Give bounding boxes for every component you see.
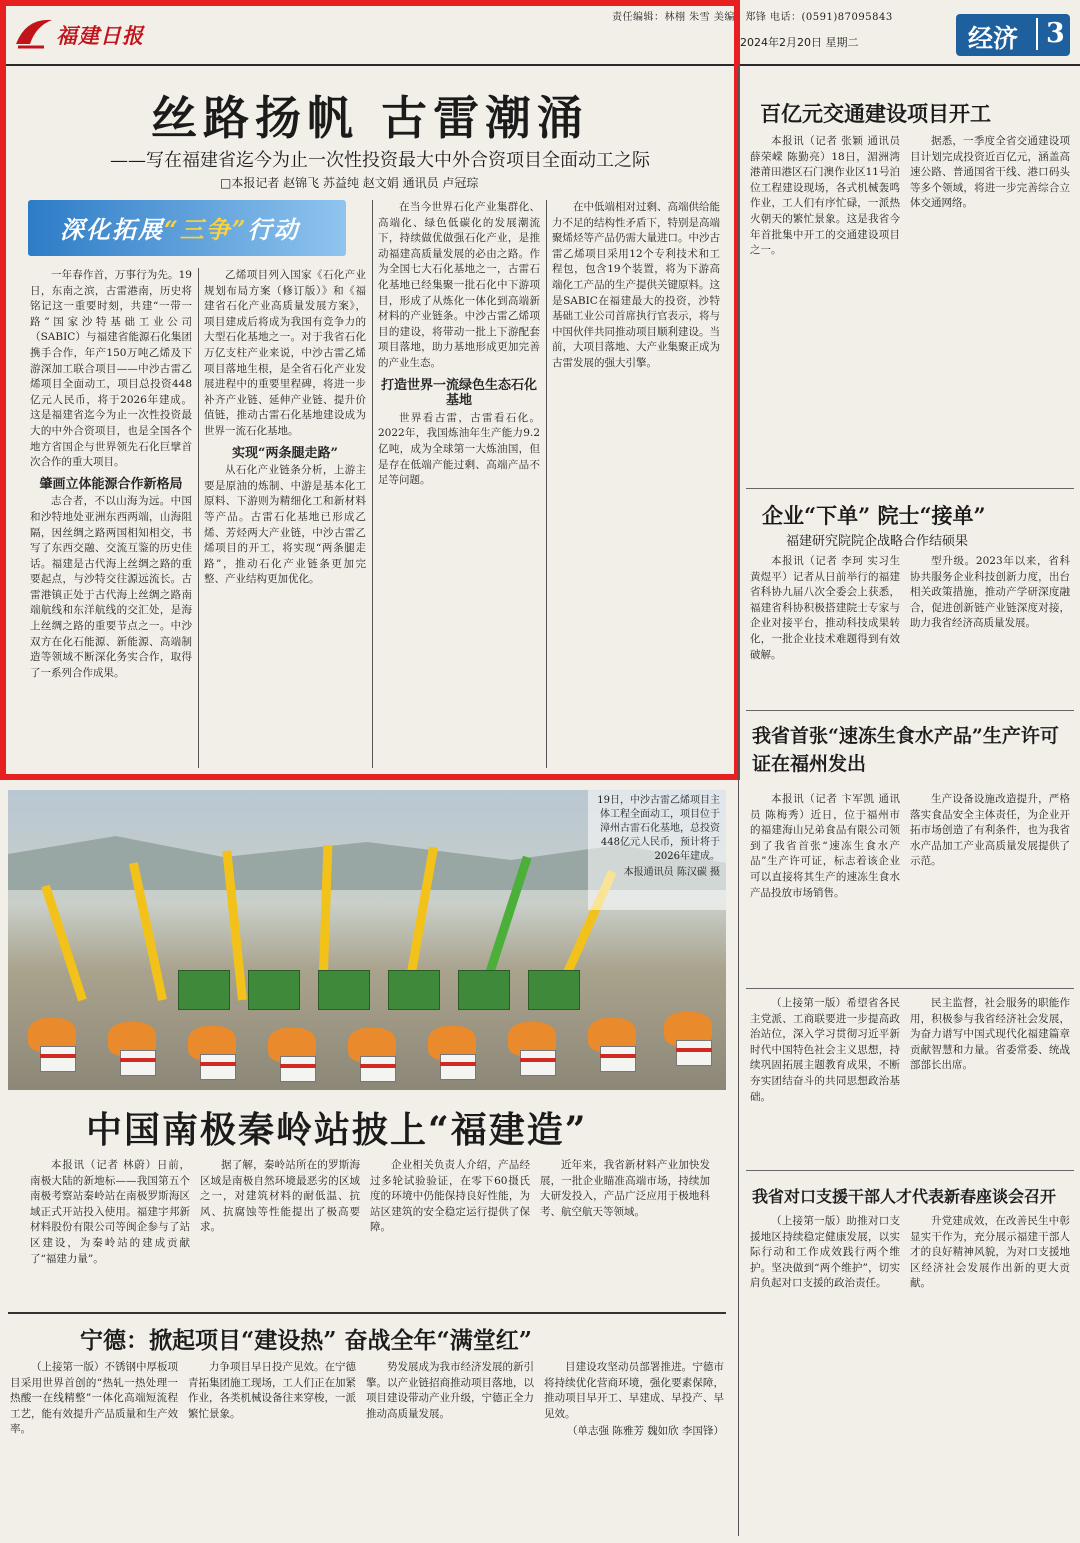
article-paragraph: 乙烯项目列入国家《石化产业规划布局方案（修订版）》和《福建省石化产业高质量发展方案》，项目建成后将成为我国有竞争力的大型石化基地之一。对于我省石化万亿支柱产业来说，中沙古雷乙烯项目落地生根，是全省石化产业发展进程中的重要里程碑，将进一步补齐产业链、延伸产业链、提升价值链，推动古雷石化基地建设成为世界一流石化基地。 [204, 269, 366, 437]
article-paragraph: 企业相关负责人介绍，产品经过多轮试验验证，在零下60摄氏度的环境中仍能保持良好性能，为站区建筑的安全稳定运行提供了保障。 [370, 1159, 530, 1234]
article-paragraph: 生产设备设施改造提升，严格落实食品安全主体责任，为企业开拓市场创造了有利条件，也为我省水产品加工产业高质量发展提供了示范。 [910, 793, 1070, 868]
article-paragraph: 世界看古雷，古雷看石化。2022年，我国炼油年生产能力9.2亿吨，成为全球第一大炼油国，但是存在低端产能过剩、高端产品不足等问题。 [378, 411, 540, 487]
dump-truck [458, 970, 510, 1010]
article-paragraph: 本报讯（记者 李珂 实习生 黄煜平）记者从日前举行的福建省科协九届八次全委会上获悉，福建省科协积极搭建院士专家与企业对接平台，推动科技成果转化，一批企业技术难题得到有效破解。 [750, 555, 900, 661]
article-paragraph: 据悉，一季度全省交通建设项目计划完成投资近百亿元，涵盖高速公路、普通国省干线、港口码头等多个领域，将进一步完善综合立体交通网络。 [910, 135, 1070, 210]
page-number: 3 [1036, 18, 1065, 50]
section-subhead: 实现“两条腿走路” [232, 445, 338, 461]
mixer-truck [428, 1026, 484, 1082]
article-paragraph: 近年来，我省新材料产业加快发展，一批企业瞄准高端市场，持续加大研发投入，产品广泛应用于极地科考、航空航天等领域。 [540, 1159, 710, 1218]
mixer-truck [348, 1028, 404, 1084]
editors-line: 责任编辑：林栩 朱雪 美编：郑锋 电话：(0591)87095843 [612, 12, 893, 23]
banner-prefix: 深化拓展 [60, 215, 164, 244]
mixer-truck [268, 1028, 324, 1084]
traffic-headline: 百亿元交通建设项目开工 [760, 101, 991, 126]
ningde-column-2 [188, 1360, 356, 1535]
lead-headline: 丝路扬帆 古雷潮涌 [150, 91, 589, 145]
article-paragraph: （上接第一版）助推对口支援地区持续稳定健康发展，以实际行动和工作成效践行两个维护。坚决做到“两个维护”，切实肩负起对口支援的政治责任。 [750, 1215, 900, 1290]
section-name: 经济 [968, 24, 1019, 53]
lead-byline: □本报记者 赵锦飞 苏益纯 赵文娟 通讯员 卢冠琮 [220, 176, 479, 190]
dump-truck [528, 970, 580, 1010]
seafood-headline: 我省首张“速冻生食水产品”生产许可证在福州发出 [752, 725, 1059, 775]
antarctic-column-1 [30, 1158, 190, 1308]
enterprise-column-1 [750, 554, 900, 704]
lead-column-2 [204, 268, 366, 768]
article-credit: （单志强 陈雅芳 魏如欣 李国锋） [566, 1425, 724, 1438]
article-paragraph: 本报讯（记者 林蔚）日前，南极大陆的新地标——我国第五个南极考察站秦岭站在南极罗斯海区域正式开站投入使用。福建宇邦新材料股份有限公司等闽企参与了站区建设，为秦岭站的建成贡献了“福建力量”。 [30, 1159, 190, 1265]
article-paragraph: 在当今世界石化产业集群化、高端化、绿色低碳化的发展潮流下，持续做优做强石化产业，是推动福建高质量发展的必由之路。作为全国七大石化基地之一，古雷石化基地已经集聚一批石化中下游项目，形成了从炼化一体化到高端新材料的产业链条。中沙古雷乙烯项目的建设，将带动一批上下游配套项目落地，助力基地形成更加完善的产业生态。 [378, 201, 540, 369]
cadre-column-1 [750, 1214, 900, 1534]
united-front-column-1 [750, 996, 900, 1164]
article-paragraph: 升党建成效，在改善民生中彰显实干作为，充分展示福建干部人才的良好精神风貌，为对口支援地区经济社会发展作出新的更大贡献。 [910, 1215, 1070, 1290]
antarctic-headline: 中国南极秦岭站披上“福建造” [86, 1109, 588, 1151]
caption-text: 19日，中沙古雷乙烯项目主体工程全面动工，项目位于漳州古雷石化基地，总投资448亿元人民币，预计将于2026年建成。 [597, 795, 720, 862]
section-subhead: 打造世界一流绿色生态石化基地 [380, 377, 537, 409]
antarctic-column-4 [540, 1158, 710, 1308]
logo-text: 福建日报 [56, 23, 144, 48]
dump-truck [318, 970, 370, 1010]
cadre-headline: 我省对口支援干部人才代表新春座谈会召开 [752, 1187, 1057, 1206]
section-rule [8, 1312, 726, 1314]
article-paragraph: 本报讯（记者 卞军凯 通讯员 陈梅秀）近日，位于福州市的福建海山兄弟食品有限公司领到了我省首张“速冻生食水产品”生产许可证，标志着该企业可以直接将其生产的速冻生食水产品投放市场销售。 [750, 793, 900, 899]
article-paragraph: 在中低端相对过剩、高端供给能力不足的结构性矛盾下，特别是高端聚烯烃等产品仍需大量进口。中沙古雷乙烯项目采用12个专利技术和工程包，包含19个装置，将为下游高端化工产品的生产提供关键原料。这是SABIC在福建最大的投资，沙特基础工业公司首席执行官表示，将与中国伙伴共同推动项目顺利建设。当前，大项目落地、大产业集聚正成为古雷发展的强大引擎。 [552, 201, 720, 369]
campaign-banner [28, 200, 346, 256]
dump-truck [178, 970, 230, 1010]
article-paragraph: 目建设攻坚动员部署推进。宁德市将持续优化营商环境，强化要素保障，推动项目早开工、早建成、早投产、早见效。 [544, 1361, 724, 1420]
dump-truck [248, 970, 300, 1010]
issue-date: 2024年2月20日 星期二 [740, 36, 859, 49]
article-paragraph: 力争项目早日投产见效。在宁德青拓集团施工现场，工人们正在加紧作业，各类机械设备往来穿梭，一派繁忙景象。 [188, 1361, 356, 1420]
mixer-truck [28, 1018, 84, 1074]
banner-suffix: 行动 [247, 215, 300, 244]
article-paragraph: 志合者，不以山海为远。中国和沙特地处亚洲东西两端，山海阻隔，因丝绸之路两国相知相交，书写了东西交融、交流互鉴的历史佳话。福建是古代海上丝绸之路的重要起点，与沙特交往源远流长。古雷港镇正处于古代海上丝绸之路南端航线和东洋航线的交汇处，是海上丝绸之路的重要节点之一。中沙双方在化石能源、新能源、高端制造等领域不断深化务实合作，取得了一系列合作成果。 [30, 495, 192, 679]
masthead [0, 0, 1080, 66]
enterprise-subtitle: 福建研究院院企战略合作结硕果 [786, 534, 969, 549]
enterprise-headline: 企业“下单” 院士“接单” [762, 503, 986, 528]
antarctic-column-2 [200, 1158, 360, 1308]
ningde-column-3 [366, 1360, 534, 1535]
lead-subtitle: ——写在福建省迄今为止一次性投资最大中外合资项目全面动工之际 [110, 150, 650, 171]
mixer-truck [108, 1022, 164, 1078]
section-rule [746, 488, 1074, 489]
article-paragraph: 从石化产业链条分析，上游主要是原油的炼制、中游是基本化工原料、下游则为精细化工和新材料等产品。古雷石化基地已形成乙烯、芳烃两大产业链，中沙古雷乙烯项目的开工，将实现“两条腿走路”，推动石化产业链条更加完整、产业结构更加优化。 [204, 464, 366, 586]
banner-text [60, 210, 300, 245]
enterprise-column-2 [910, 554, 1070, 704]
article-paragraph: 型升级。2023年以来，省科协共服务企业科技创新力度，出台相关政策措施，推动产学研深度融合，促进创新链产业链深度对接，助力我省经济高质量发展。 [910, 555, 1070, 630]
section-tab [956, 14, 1070, 56]
ningde-column-4 [544, 1360, 724, 1535]
article-paragraph: （上接第一版）希望省各民主党派、工商联要进一步提高政治站位，深入学习贯彻习近平新时代中国特色社会主义思想，持续巩固拓展主题教育成果，不断夯实团结奋斗的共同思想政治基础。 [750, 997, 900, 1103]
antarctic-column-3 [370, 1158, 530, 1308]
photo-credit: 本报通讯员 陈汉碳 摄 [623, 867, 720, 878]
mixer-truck [588, 1018, 644, 1074]
section-rule [746, 988, 1074, 989]
mixer-truck [664, 1012, 720, 1068]
united-front-column-2 [910, 996, 1070, 1164]
traffic-column-1 [750, 134, 900, 480]
banner-highlight: “三争” [164, 215, 248, 244]
section-rule [746, 710, 1074, 711]
section-rule [746, 1170, 1074, 1171]
column-rule [546, 200, 547, 768]
page-column-rule [738, 66, 739, 1536]
mixer-truck [508, 1022, 564, 1078]
newspaper-logo [14, 14, 144, 50]
mixer-truck [188, 1026, 244, 1082]
ningde-headline: 宁德：掀起项目“建设热” 奋战全年“满堂红” [80, 1327, 532, 1354]
article-paragraph: 本报讯（记者 张颖 通讯员 薛荣嵘 陈勤亮）18日，湄洲湾港莆田港区石门澳作业区11号泊位工程建设现场，各式机械轰鸣作业，工人们有序忙碌，一派热火朝天的繁忙景象。这是我省今年首批集中开工的交通建设项目之一。 [750, 135, 900, 257]
article-paragraph: 一年春作首，万事行为先。19日，东南之滨，古雷港南，历史将铭记这一重要时刻，共建“一带一路”国家沙特基础工业公司（SABIC）与福建省能源石化集团携手合作，年产150万吨乙烯及下游深加工联合项目——中沙古雷乙烯项目全面动工，项目总投资448亿元人民币，将于2026年建成。这是福建省迄今为止一次性投资最大的中外合资项目，也是全国各个地方省国企与世界领先石化巨擘首次合作的重大项目。 [30, 269, 192, 469]
construction-photo [8, 790, 726, 1090]
dump-truck [388, 970, 440, 1010]
article-paragraph: 民主监督，社会服务的职能作用，积极参与我省经济社会发展，为奋力谱写中国式现代化福建篇章贡献智慧和力量。省委常委、统战部部长出席。 [910, 997, 1070, 1072]
ningde-column-1 [10, 1360, 178, 1535]
column-rule [372, 200, 373, 768]
cadre-column-2 [910, 1214, 1070, 1534]
column-rule [198, 268, 199, 768]
photo-caption [588, 790, 726, 910]
article-paragraph: 势发展成为我市经济发展的新引擎。以产业链招商推动项目落地，以项目建设带动产业升级，宁德正全力推动高质量发展。 [366, 1361, 534, 1420]
seafood-column-1 [750, 792, 900, 982]
lead-column-4 [552, 200, 720, 768]
seafood-column-2 [910, 792, 1070, 982]
article-paragraph: （上接第一版）不锈钢中厚板项目采用世界首创的“热轧一热处理一热酸一在线精整”一体化高端短流程工艺，能有效提升产品质量和生产效率。 [10, 1361, 178, 1436]
lead-column-3 [378, 200, 540, 768]
crane-boom [41, 884, 87, 1001]
logo-emblem-icon [14, 14, 54, 50]
article-paragraph: 据了解，秦岭站所在的罗斯海区域是南极自然环境最恶劣的区域之一，对建筑材料的耐低温、抗风、抗腐蚀等性能提出了极高要求。 [200, 1159, 360, 1234]
section-subhead: 肇画立体能源合作新格局 [39, 476, 183, 492]
traffic-column-2 [910, 134, 1070, 480]
lead-column-1 [30, 268, 192, 768]
